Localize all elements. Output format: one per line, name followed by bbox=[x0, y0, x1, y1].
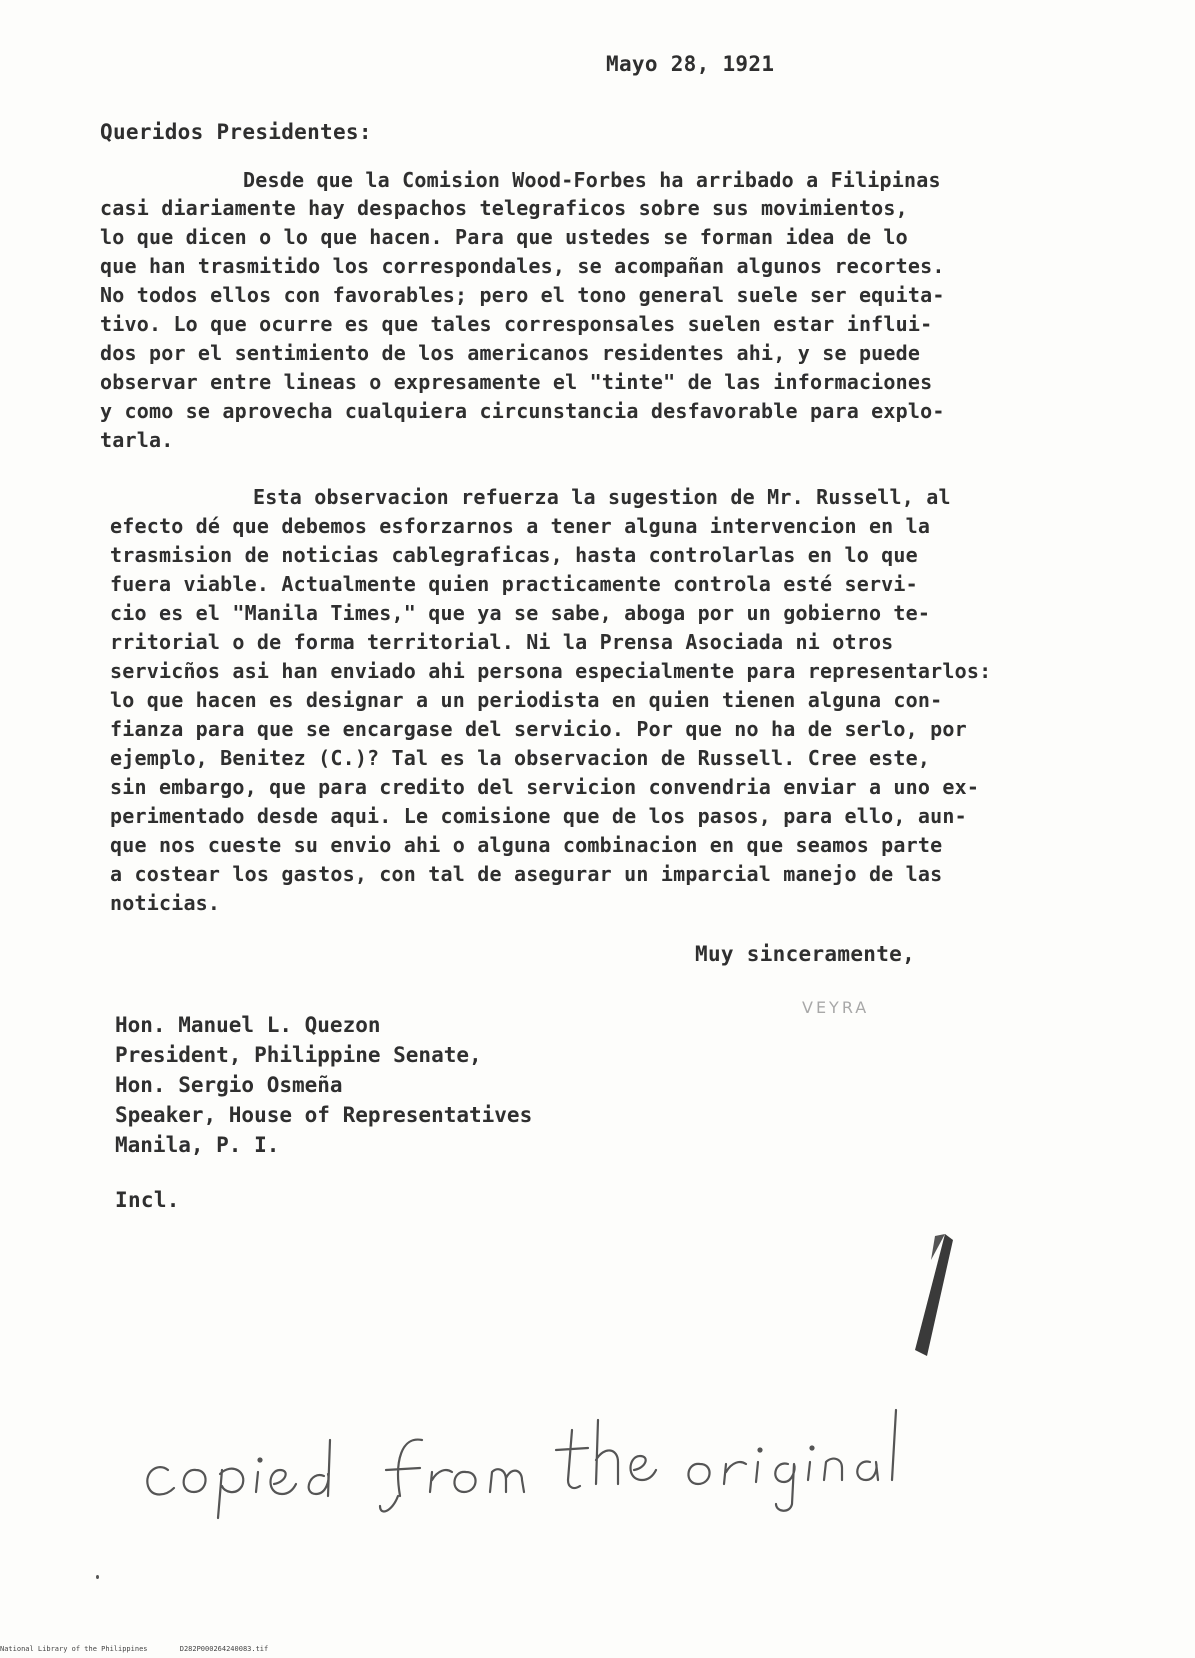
paragraph-1-line: que han trasmitido los correspondales, se acompañan algunos recortes. bbox=[100, 254, 945, 278]
paragraph-2-line: lo que hacen es designar a un periodista en quien tienen alguna con- bbox=[110, 688, 943, 712]
paragraph-2-line: perimentado desde aqui. Le comisione que de los pasos, para ello, aun- bbox=[110, 804, 967, 828]
addressee-line: Hon. Sergio Osmeña bbox=[115, 1073, 343, 1097]
handwritten-note bbox=[140, 1400, 940, 1520]
paragraph-1-line: lo que dicen o lo que hacen. Para que ustedes se forman idea de lo bbox=[100, 225, 908, 249]
paragraph-2-line: fuera viable. Actualmente quien practicamente controla esté servi- bbox=[110, 572, 918, 596]
pen-stroke-mark bbox=[905, 1230, 955, 1360]
paragraph-2-line: cio es el "Manila Times," que ya se sabe, aboga por un gobierno te- bbox=[110, 601, 931, 625]
paragraph-2-line: noticias. bbox=[110, 891, 221, 915]
addressee-line: Manila, P. I. bbox=[115, 1133, 280, 1157]
letter-closing: Muy sinceramente, bbox=[695, 942, 916, 966]
paragraph-2-line: sin embargo, que para credito del servicion convendria enviar a uno ex- bbox=[110, 775, 980, 799]
addressee-line: Speaker, House of Representatives bbox=[115, 1103, 533, 1127]
ink-speck bbox=[96, 1575, 99, 1579]
archive-label: National Library of the Philippines bbox=[0, 1645, 148, 1653]
paragraph-2-line: que nos cueste su envio ahi o alguna combinacion en que seamos parte bbox=[110, 833, 943, 857]
enclosure-note: Incl. bbox=[115, 1188, 180, 1212]
paragraph-2-line: a costear los gastos, con tal de asegurar un imparcial manejo de las bbox=[110, 862, 943, 886]
paragraph-1-line: No todos ellos con favorables; pero el tono general suele ser equita- bbox=[100, 283, 945, 307]
addressee-line: Hon. Manuel L. Quezon bbox=[115, 1013, 381, 1037]
paragraph-1-line: Desde que la Comision Wood-Forbes ha arribado a Filipinas bbox=[243, 168, 941, 192]
letter-date: Mayo 28, 1921 bbox=[606, 52, 775, 76]
paragraph-2-line: Esta observacion refuerza la sugestion de Mr. Russell, al bbox=[253, 485, 951, 509]
paragraph-2-line: rritorial o de forma territorial. Ni la Prensa Asociada ni otros bbox=[110, 630, 894, 654]
paragraph-2-line: fianza para que se encargase del servicio. Por que no ha de serlo, por bbox=[110, 717, 967, 741]
signature-note: VEYRA bbox=[802, 998, 870, 1017]
scan-footer bbox=[0, 1645, 296, 1653]
paragraph-2-line: trasmision de noticias cablegraficas, hasta controlarlas en lo que bbox=[110, 543, 918, 567]
paragraph-2-line: efecto dé que debemos esforzarnos a tener alguna intervencion en la bbox=[110, 514, 931, 538]
paragraph-1-line: tivo. Lo que ocurre es que tales corresponsales suelen estar influi- bbox=[100, 312, 933, 336]
file-label: D282P000264240083.tif bbox=[179, 1645, 269, 1653]
addressee-line: President, Philippine Senate, bbox=[115, 1043, 482, 1067]
paragraph-1-line: dos por el sentimiento de los americanos residentes ahi, y se puede bbox=[100, 341, 921, 365]
paragraph-2-line: servicños asi han enviado ahi persona especialmente para representarlos: bbox=[110, 659, 992, 683]
paragraph-2-line: ejemplo, Benitez (C.)? Tal es la observacion de Russell. Cree este, bbox=[110, 746, 931, 770]
letter-salutation: Queridos Presidentes: bbox=[100, 120, 372, 144]
paragraph-1-line: casi diariamente hay despachos telegraficos sobre sus movimientos, bbox=[100, 196, 908, 220]
paragraph-1-line: observar entre lineas o expresamente el "tinte" de las informaciones bbox=[100, 370, 933, 394]
paragraph-1-line: y como se aprovecha cualquiera circunstancia desfavorable para explo- bbox=[100, 399, 945, 423]
paragraph-1-line: tarla. bbox=[100, 428, 174, 452]
